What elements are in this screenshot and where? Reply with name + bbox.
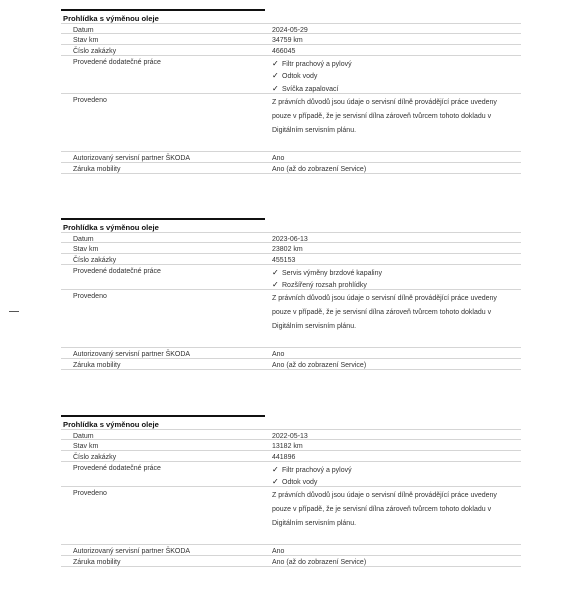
row-mobility	[61, 556, 521, 567]
row-done	[61, 487, 521, 545]
row-mobility	[61, 359, 521, 370]
mobility-label: Záruka mobility	[73, 558, 121, 566]
row-partner	[61, 545, 521, 556]
date-label: Datum	[73, 432, 94, 440]
work-item: ✓ Filtr prachový a pylový	[272, 58, 352, 68]
done-text: Z právních důvodů jsou údaje o servisní dílně provádějící práce uvedeny pouze v případě, že je servisní dílna zároveň tvůrcem tohoto dokladu v Digitálním servisním plánu.	[272, 491, 497, 527]
date-label: Datum	[73, 26, 94, 34]
works-list	[272, 464, 522, 489]
partner-label: Autorizovaný servisní partner ŠKODA	[73, 154, 191, 162]
check-icon: ✓	[272, 83, 279, 93]
partner-value: Ano	[272, 350, 285, 358]
done-label: Provedeno	[73, 292, 107, 300]
partner-value: Ano	[272, 154, 285, 162]
partner-value: Ano	[272, 547, 285, 555]
done-label: Provedeno	[73, 96, 107, 104]
works-label: Provedené dodatečné práce	[73, 58, 161, 66]
scan-mark	[9, 311, 19, 312]
date-value: 2024-05-29	[272, 26, 308, 34]
check-icon: ✓	[272, 71, 279, 80]
date-value: 2022-05-13	[272, 432, 308, 440]
row-works	[61, 462, 521, 487]
service-record-1	[61, 9, 521, 174]
row-partner	[61, 152, 521, 163]
row-km	[61, 243, 521, 254]
work-item: ✓ Odtok vody	[272, 71, 318, 80]
partner-label: Autorizovaný servisní partner ŠKODA	[73, 350, 191, 358]
mobility-value: Ano (až do zobrazení Service)	[272, 165, 367, 173]
check-icon: ✓	[272, 58, 279, 68]
order-value: 441896	[272, 453, 296, 461]
work-item: ✓ Filtr prachový a pylový	[272, 464, 352, 474]
km-value: 13182 km	[272, 442, 303, 450]
record-title: Prohlídka s výměnou oleje	[61, 415, 265, 429]
check-icon: ✓	[272, 464, 279, 474]
order-label: Číslo zakázky	[73, 47, 117, 55]
row-works	[61, 265, 521, 290]
work-item: ✓ Rozšířený rozsah prohlídky	[272, 280, 367, 289]
done-text: Z právních důvodů jsou údaje o servisní dílně provádějící práce uvedeny pouze v případě, že je servisní dílna zároveň tvůrcem tohoto dokladu v Digitálním servisním plánu.	[272, 294, 497, 330]
row-order	[61, 254, 521, 265]
km-value: 23802 km	[272, 245, 303, 253]
km-label: Stav km	[73, 36, 99, 44]
row-order	[61, 45, 521, 56]
row-km	[61, 440, 521, 451]
mobility-label: Záruka mobility	[73, 165, 121, 173]
km-value: 34759 km	[272, 36, 303, 44]
row-date	[61, 23, 521, 34]
order-label: Číslo zakázky	[73, 256, 117, 264]
service-record-3	[61, 415, 521, 567]
mobility-value: Ano (až do zobrazení Service)	[272, 361, 367, 369]
row-km	[61, 34, 521, 45]
check-icon: ✓	[272, 477, 279, 486]
mobility-value: Ano (až do zobrazení Service)	[272, 558, 367, 566]
works-label: Provedené dodatečné práce	[73, 464, 161, 472]
done-text: Z právních důvodů jsou údaje o servisní dílně provádějící práce uvedeny pouze v případě, že je servisní dílna zároveň tvůrcem tohoto dokladu v Digitálním servisním plánu.	[272, 98, 497, 134]
order-value: 455153	[272, 256, 296, 264]
date-label: Datum	[73, 235, 94, 243]
record-title: Prohlídka s výměnou oleje	[61, 218, 265, 232]
works-label: Provedené dodatečné práce	[73, 267, 161, 275]
order-label: Číslo zakázky	[73, 453, 117, 461]
row-date	[61, 429, 521, 440]
km-label: Stav km	[73, 442, 99, 450]
row-done	[61, 94, 521, 152]
km-label: Stav km	[73, 245, 99, 253]
work-item: ✓ Odtok vody	[272, 477, 318, 486]
partner-label: Autorizovaný servisní partner ŠKODA	[73, 547, 191, 555]
row-works	[61, 56, 521, 94]
work-item: ✓ Servis výměny brzdové kapaliny	[272, 267, 382, 277]
check-icon: ✓	[272, 280, 279, 289]
work-item: ✓ Svíčka zapalovací	[272, 83, 339, 93]
done-label: Provedeno	[73, 489, 107, 497]
check-icon: ✓	[272, 267, 279, 277]
row-partner	[61, 348, 521, 359]
service-record-2	[61, 218, 521, 370]
row-done	[61, 290, 521, 348]
row-mobility	[61, 163, 521, 174]
works-list	[272, 58, 522, 96]
record-title: Prohlídka s výměnou oleje	[61, 9, 265, 23]
row-order	[61, 451, 521, 462]
order-value: 466045	[272, 47, 296, 55]
row-date	[61, 232, 521, 243]
date-value: 2023-06-13	[272, 235, 308, 243]
works-list	[272, 267, 522, 292]
mobility-label: Záruka mobility	[73, 361, 121, 369]
